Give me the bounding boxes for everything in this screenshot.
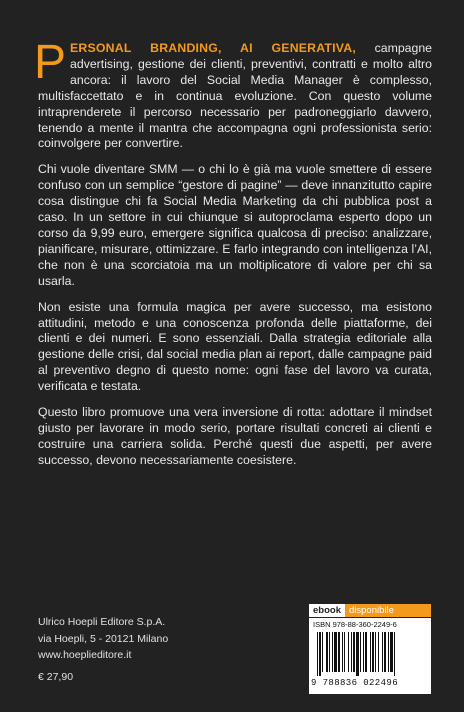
barcode-bar [326, 632, 328, 672]
paragraph-1 [34, 36, 433, 152]
ebook-status: disponibile [345, 604, 431, 617]
ebook-badge [309, 604, 431, 617]
publisher-address: via Hoepli, 5 - 20121 Milano [38, 632, 169, 645]
barcode-bar [319, 632, 321, 676]
barcode-bar [382, 632, 383, 672]
barcode-bar [356, 632, 359, 676]
lead-highlight: ERSONAL BRANDING, AI GENERATIVA, [70, 41, 356, 55]
publisher-name: Ulrico Hoepli Editore S.p.A. [38, 616, 166, 628]
barcode-bar [384, 632, 386, 672]
barcode-bar [332, 632, 333, 672]
paragraph-1-text: campagne advertising, gestione dei clienti, preventivi, contratti e molto altro ancora: il lavoro del Social Media Manager è complesso, multisfaccettato e in continua evoluzione. Con questo volume intraprenderete il percorso necessario per padroneggiarlo davvero, tenendo a mente il mantra che accompagna ogni professionista serio: coinvolgere per convertire. [38, 41, 433, 151]
barcode-bar [375, 632, 376, 672]
barcode-bar [365, 632, 367, 672]
barcode-bars [317, 632, 423, 676]
barcode-bar [363, 632, 364, 672]
barcode-bar [342, 632, 343, 672]
blurb [34, 36, 433, 479]
barcode-bar [394, 632, 395, 676]
paragraph-2: Chi vuole diventare SMM — o chi lo è già ma vuole smettere di essere confuso con un semplice “gestore di pagine” — deve innanzitutto capire cosa distingue chi fa Social Media Marketing da chi pubblica post a caso. In un settore in cui chiunque si autoproclama esperto dopo un corso da 9,99 euro, emergere significa qualcosa di preciso: analizzare, pianificare, misurare, ottimizzare. E farlo integrando con intelligenza l’AI, che non è una scorciatoia ma un moltiplicatore di valore per chi sa usarla. [38, 162, 432, 288]
barcode [309, 618, 431, 694]
barcode-bar [329, 632, 330, 672]
barcode-bar [334, 632, 337, 672]
drop-cap: P [34, 36, 67, 89]
barcode-bar [317, 632, 318, 676]
barcode-bar [338, 632, 340, 672]
ean-digits: 9 788836 022496 [311, 678, 399, 688]
barcode-bar [353, 632, 355, 672]
publisher-website: www.hoeplieditore.it [38, 649, 132, 661]
barcode-bar [372, 632, 374, 672]
barcode-bar [351, 632, 352, 672]
barcode-bar [360, 632, 361, 672]
barcode-bar [348, 632, 349, 672]
barcode-bar [370, 632, 371, 672]
barcode-bar [390, 632, 393, 672]
publisher-info [38, 614, 168, 664]
barcode-bar [378, 632, 379, 672]
price: € 27,90 [38, 671, 74, 683]
paragraph-4: Questo libro promuove una vera inversione di rotta: adottare il mindset giusto per lavorare in modo serio, portare risultati concreti ai clienti e costruire una carriera solida. Perché questi due aspetti, per avere successo, devono necessariamente coesistere. [38, 405, 432, 467]
ebook-label: ebook [309, 604, 345, 617]
barcode-bar [322, 632, 323, 672]
barcode-bar [344, 632, 345, 672]
isbn-label: ISBN 978-88-360-2249-6 [313, 620, 397, 629]
paragraph-3: Non esiste una formula magica per avere successo, ma esistono attitudini, metodo e una conoscenza profonda delle piattaforme, dei clienti e dei numeri. E sono essenziali. Dalla strategia editoriale alla gestione delle crisi, dal social media plan ai report, dalle campagne paid al preventivo degno di questo nome: ogni fase del lavoro va curata, verificata e testata. [38, 299, 432, 394]
barcode-bar [388, 632, 389, 672]
